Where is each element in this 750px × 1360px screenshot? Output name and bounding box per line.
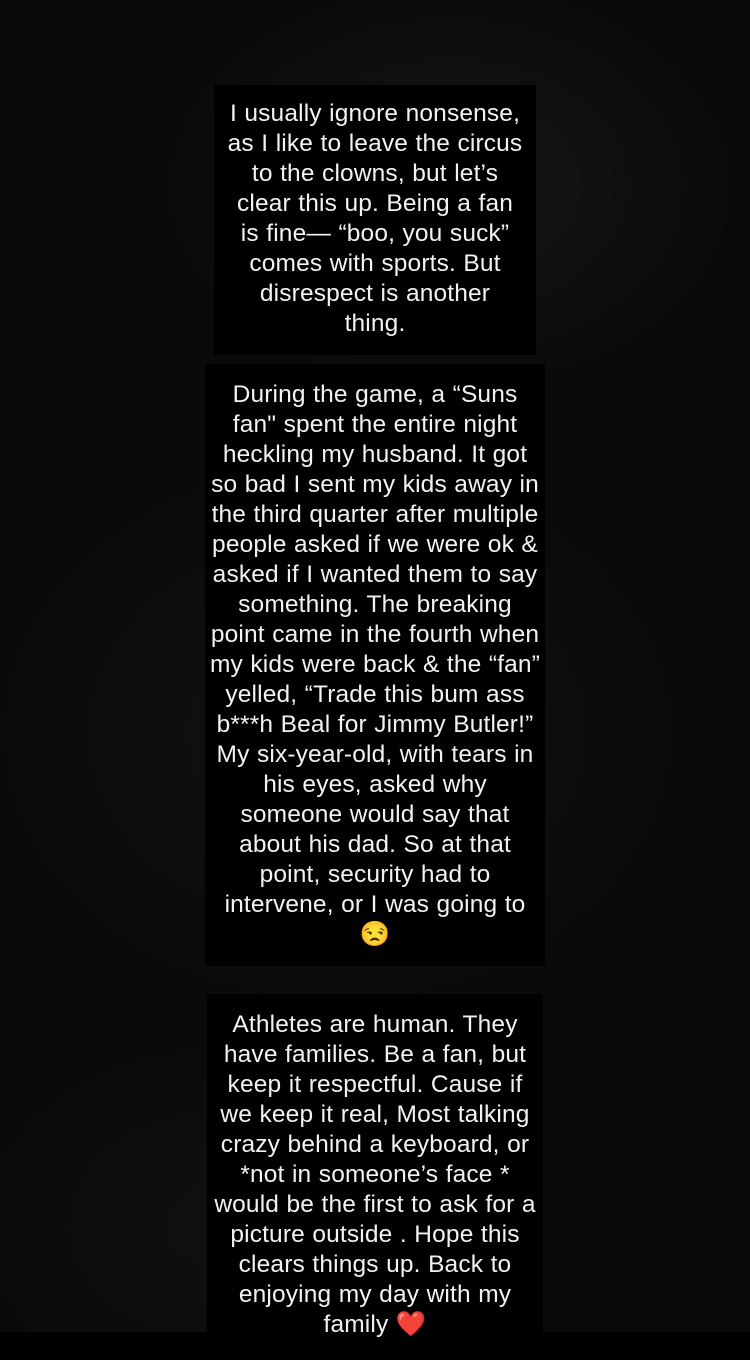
story-text-block-2: During the game, a “Suns fan" spent the entire night heckling my husband. It got so bad I sent my kids away in the third quarter after multiple people asked if we were ok & asked if I wanted them to say something. The breaking point came in the fourth when my kids were back & the “fan” yelled, “Trade this bum ass b***h Beal for Jimmy Butler!” My six-year-old, with tears in his eyes, asked why someone would say that about his dad. So at that point, security had to intervene, or I was going to 😒 xyxy=(205,364,545,966)
story-text-block-1: I usually ignore nonsense, as I like to leave the circus to the clowns, but let’s clear this up. Being a fan is fine— “boo, you suck” comes with sports. But disrespect is another thing. xyxy=(214,85,536,355)
story-text-block-3: Athletes are human. They have families. Be a fan, but keep it respectful. Cause if we keep it real, Most talking crazy behind a keyboard, or *not in someone’s face * would be the first to ask for a picture outside . Hope this clears things up. Back to enjoying my day with my family ❤️ xyxy=(207,994,543,1360)
